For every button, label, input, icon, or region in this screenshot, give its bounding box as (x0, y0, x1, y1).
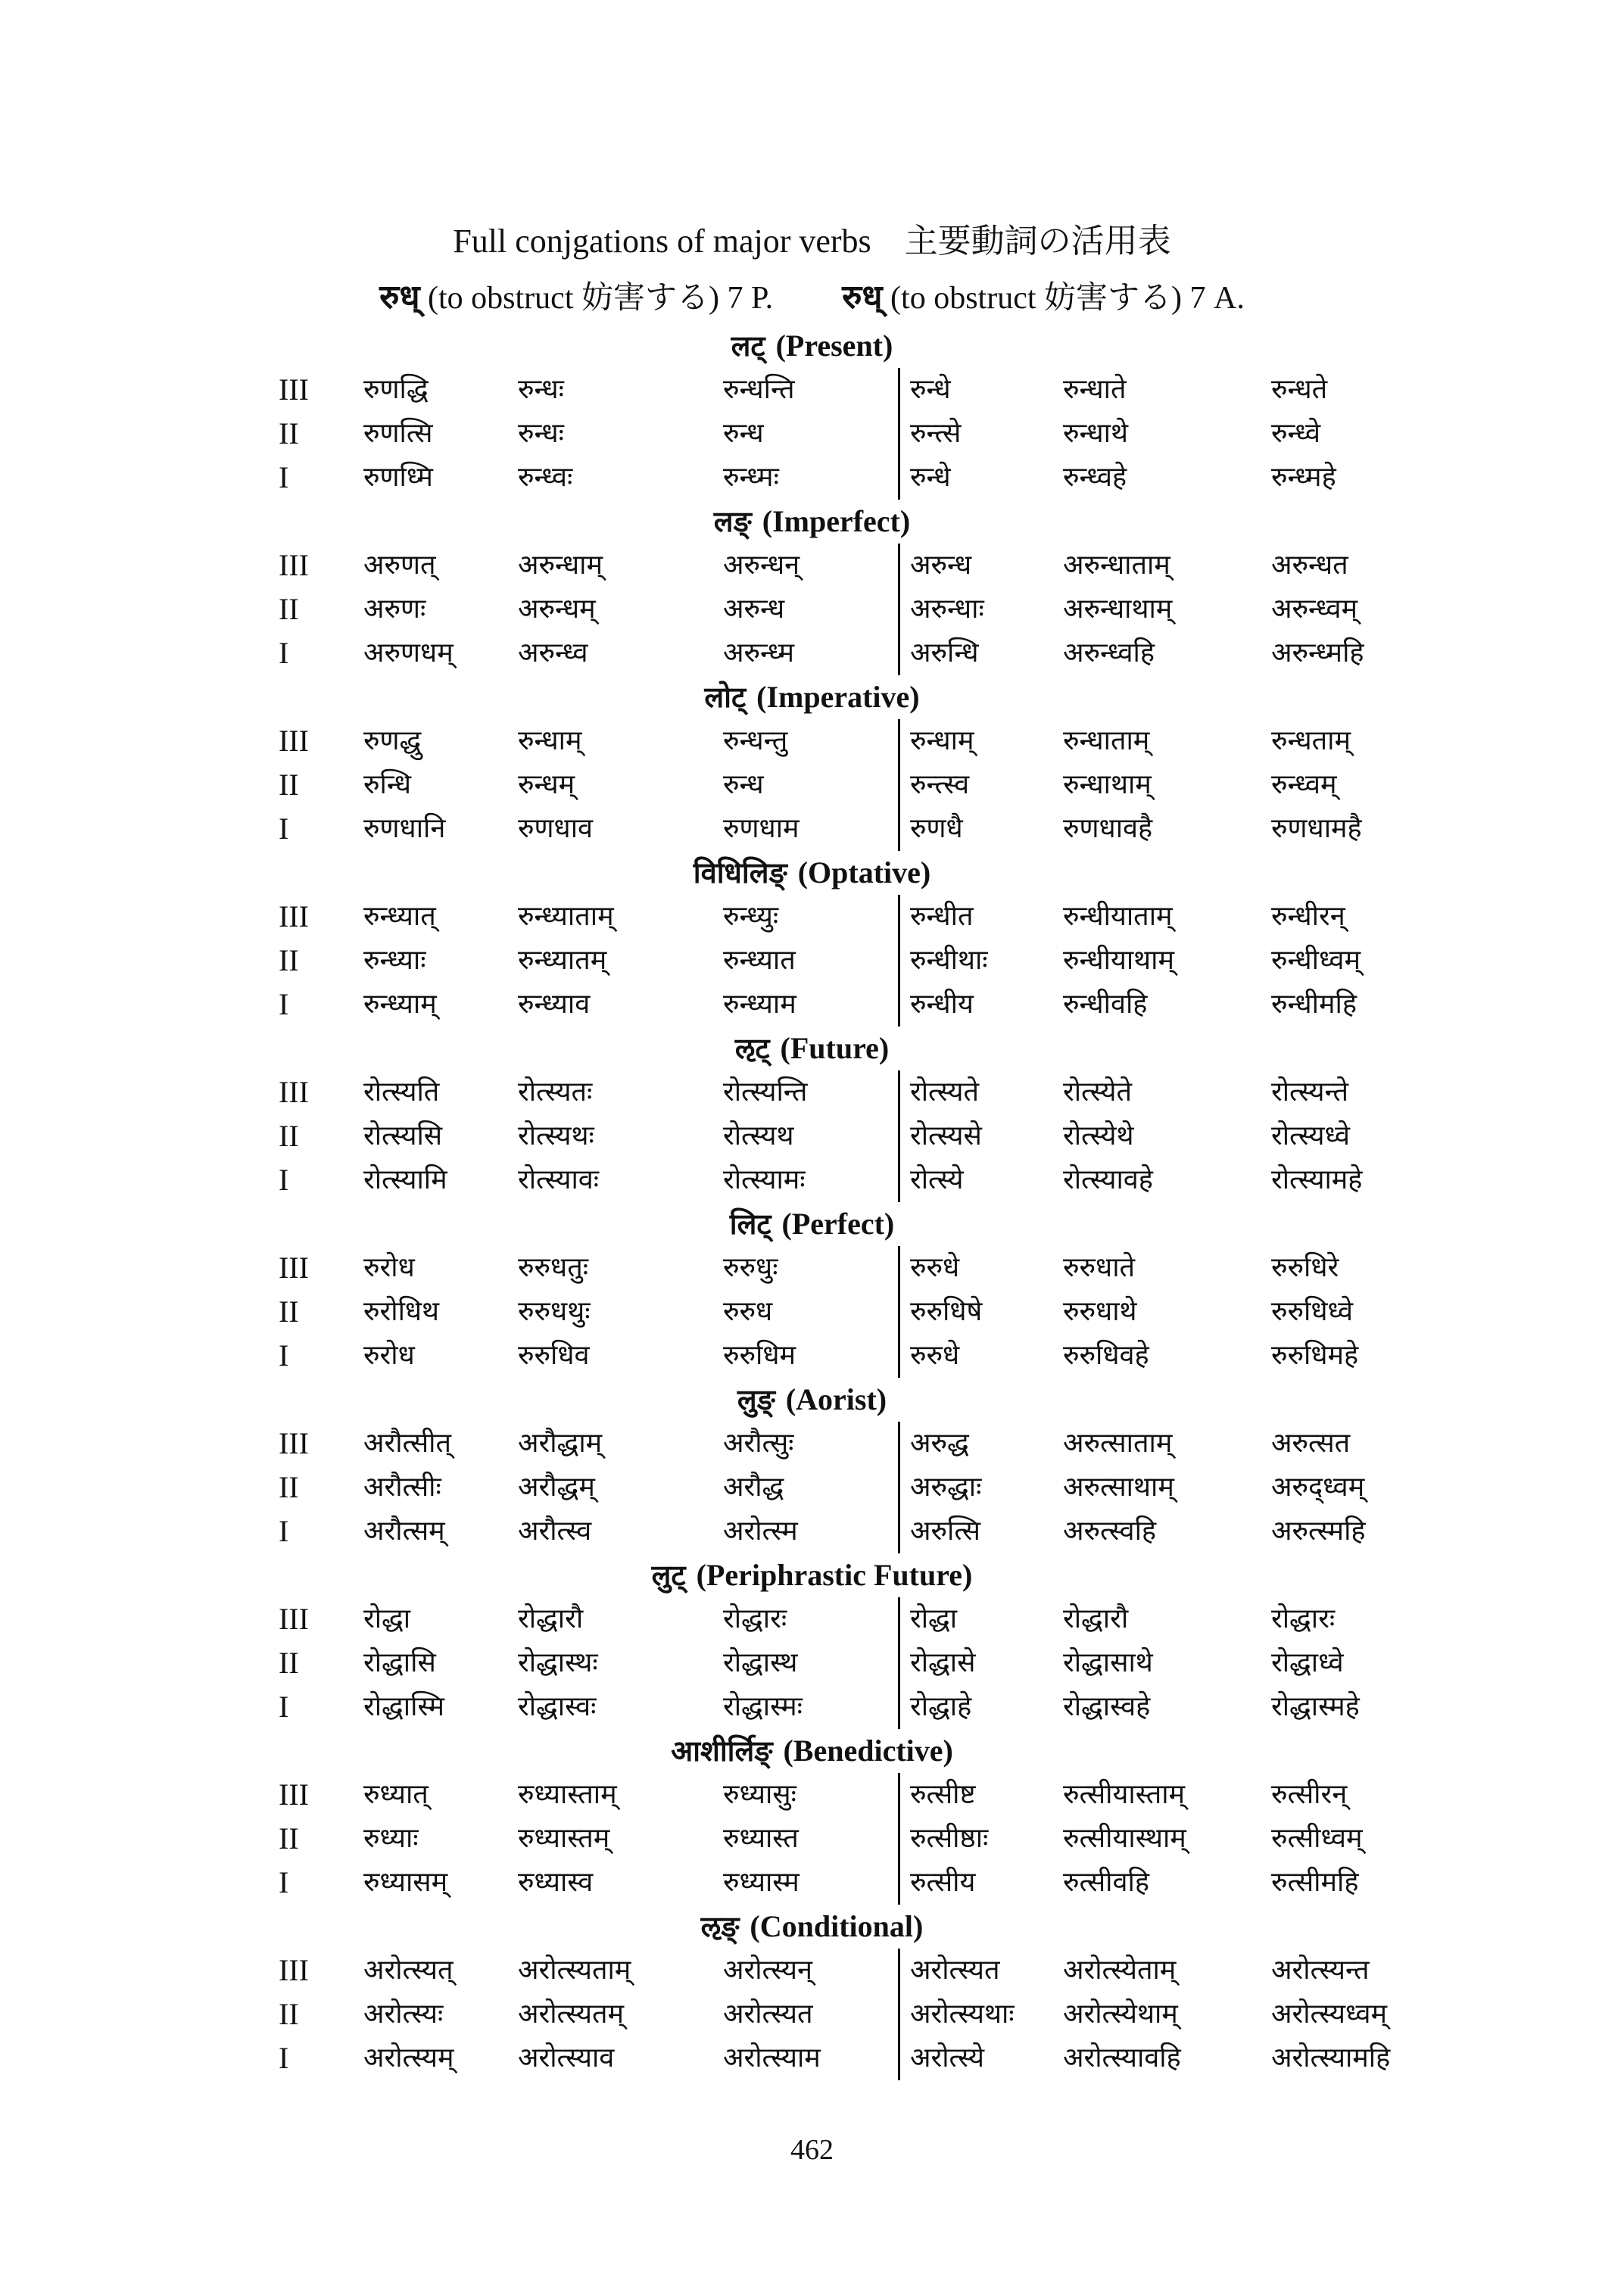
atmanepada-form: रुत्सीमहि (1271, 1867, 1359, 1898)
voice-divider (898, 368, 900, 500)
parasmaipada-form: अरुन्धाम् (518, 550, 603, 581)
table-row (0, 1861, 1624, 1905)
page-number: 462 (790, 2134, 834, 2166)
tense-name-sanskrit: आशीर्लिङ् (671, 1734, 773, 1768)
atmanepada-form: अरुद्ध्वम् (1271, 1472, 1365, 1503)
person-label: III (279, 372, 309, 407)
atmanepada-form: रुन्धीय (910, 989, 974, 1020)
atmanepada-form: रोद्धाहे (910, 1691, 972, 1722)
person-label: I (279, 636, 289, 670)
parasmaipada-form: अरोत्स्म (723, 1516, 798, 1547)
parasmaipada-form: रुरोध (363, 1340, 415, 1371)
atmanepada-form: अरुद्ध (910, 1428, 969, 1459)
person-label: II (279, 1646, 299, 1680)
person-label: III (279, 1251, 309, 1285)
atmanepada-form: रोत्स्यध्वे (1271, 1120, 1351, 1151)
atmanepada-form: रुत्सीरन् (1271, 1779, 1348, 1810)
person-label: III (279, 724, 309, 758)
tense-heading (0, 1202, 1624, 1246)
table-row (0, 983, 1624, 1027)
atmanepada-form: रुन्धीथाः (910, 945, 988, 976)
table-row (0, 1246, 1624, 1290)
page-title: Full conjgations of major verbs 主要動詞の活用表 (453, 223, 1171, 260)
person-label: II (279, 768, 299, 802)
voice-divider (898, 719, 900, 851)
tense-section (0, 1027, 1624, 1202)
parasmaipada-form: रुरुध (723, 1296, 773, 1327)
parasmaipada-form: अरुन्ध्म (723, 637, 795, 668)
tense-heading (0, 851, 1624, 895)
parasmaipada-form: रोत्स्यथः (518, 1120, 594, 1151)
atmanepada-form: रुत्सीष्ट (910, 1779, 976, 1810)
atmanepada-form: रुन्धताम् (1271, 725, 1351, 756)
table-row (0, 1817, 1624, 1861)
tense-heading (0, 500, 1624, 544)
tense-name-english: (Imperative) (756, 680, 920, 714)
atmanepada-form: रोत्स्येथे (1063, 1120, 1134, 1151)
tense-name-sanskrit: विधिलिङ् (693, 856, 787, 889)
parasmaipada-form: अरुन्ध (723, 594, 785, 625)
tense-heading (0, 1553, 1624, 1597)
parasmaipada-form: अरौद्धाम् (518, 1428, 603, 1459)
person-label: I (279, 987, 289, 1021)
atmanepada-form: रोत्स्यन्ते (1271, 1076, 1349, 1108)
atmanepada-form: अरुत्स्महि (1271, 1516, 1366, 1547)
parasmaipada-form: रोद्धासि (363, 1647, 436, 1678)
tense-name-english: (Optative) (797, 855, 931, 889)
parasmaipada-form: अरुन्धम् (518, 594, 596, 625)
atmanepada-form: अरुन्धि (910, 637, 979, 668)
person-label: I (279, 1865, 289, 1899)
tense-section (0, 851, 1624, 1027)
atmanepada-form: रुन्ध्महे (1271, 462, 1336, 493)
table-row (0, 631, 1624, 675)
voice-divider (898, 1597, 900, 1729)
atmanepada-form: अरुत्साथाम् (1063, 1472, 1174, 1503)
parasmaipada-form: अरोत्स्यः (363, 1999, 444, 2030)
voice-divider (898, 544, 900, 675)
tense-name-english: (Imperfect) (762, 504, 911, 538)
person-label: I (279, 1514, 289, 1548)
atmanepada-form: रोद्धास्महे (1271, 1691, 1360, 1722)
parasmaipada-form: अरोत्स्यताम् (518, 1955, 631, 1986)
person-label: I (279, 812, 289, 846)
parasmaipada-form: रोद्धारौ (518, 1603, 584, 1634)
tense-name-english: (Present) (775, 329, 893, 363)
tense-section (0, 675, 1624, 851)
atmanepada-form: रुन्धीरन् (1271, 901, 1345, 932)
parasmaipada-form: रुन्ध्यातम् (518, 945, 607, 976)
atmanepada-form: अरुत्स्वहि (1063, 1516, 1157, 1547)
table-row (0, 1334, 1624, 1378)
parasmaipada-form: रुन्धम् (518, 769, 575, 800)
tense-section (0, 500, 1624, 675)
parasmaipada-form: रुन्ध्याताम् (518, 901, 614, 932)
table-row (0, 1509, 1624, 1553)
tense-name-sanskrit: लिट् (729, 1207, 771, 1241)
tense-section (0, 1905, 1624, 2080)
table-row (0, 939, 1624, 983)
atmanepada-form: रुरुधे (910, 1340, 960, 1371)
parasmaipada-form: अरौत्सम् (363, 1516, 445, 1547)
atmanepada-form: रोद्धारः (1271, 1603, 1336, 1634)
parasmaipada-form: अरोत्स्यत (723, 1999, 813, 2030)
parasmaipada-form: रोद्धारः (723, 1603, 787, 1634)
atmanepada-form: रोत्स्यावहे (1063, 1164, 1153, 1195)
parasmaipada-form: अरौद्ध (723, 1472, 784, 1503)
atmanepada-form: अरोत्स्यत (910, 1955, 1000, 1986)
atmanepada-form: अरुन्धत (1271, 550, 1348, 581)
tense-section (0, 1553, 1624, 1729)
parasmaipada-form: रुरोध (363, 1252, 415, 1283)
parasmaipada-form: रुध्यासम् (363, 1867, 448, 1898)
parasmaipada-form: रोत्स्यथ (723, 1120, 794, 1151)
parasmaipada-form: रुन्ध्युः (723, 901, 779, 932)
parasmaipada-form: रोद्धा (363, 1603, 411, 1634)
tense-section (0, 324, 1624, 500)
tense-heading (0, 324, 1624, 368)
parasmaipada-form: रुणधाम (723, 813, 800, 844)
person-label: II (279, 1294, 299, 1329)
atmanepada-form: रुरुधिषे (910, 1296, 983, 1327)
conjugation-tables (0, 324, 1624, 2080)
parasmaipada-form: रोद्धास्मः (723, 1691, 803, 1722)
parasmaipada-form: रुध्यास्म (723, 1867, 800, 1898)
table-row (0, 763, 1624, 807)
atmanepada-form: रुन्धीमहि (1271, 989, 1357, 1020)
parasmaipada-form: रोत्स्यन्ति (723, 1076, 808, 1108)
parasmaipada-form: रुन्ध्यात (723, 945, 796, 976)
person-label: II (279, 1470, 299, 1504)
atmanepada-form: रुत्सीयास्ताम् (1063, 1779, 1186, 1810)
atmanepada-form: रोद्धाध्वे (1271, 1647, 1344, 1678)
atmanepada-form: अरुन्ध्महि (1271, 637, 1364, 668)
table-row (0, 1949, 1624, 1992)
atmanepada-form: रोद्धासाथे (1063, 1647, 1153, 1678)
voice-divider (898, 1949, 900, 2080)
parasmaipada-form: अरौत्सुः (723, 1428, 794, 1459)
atmanepada-form: रुरुधे (910, 1252, 960, 1283)
atmanepada-form: अरोत्स्यन्त (1271, 1955, 1370, 1986)
table-row (0, 587, 1624, 631)
parasmaipada-form: रुरुधतुः (518, 1252, 588, 1283)
atmanepada-form: अरोत्स्ये (910, 2042, 984, 2073)
parasmaipada-form: रोद्धास्थ (723, 1647, 798, 1678)
parasmaipada-form: रुन्धः (518, 418, 564, 449)
voice-divider (898, 1773, 900, 1905)
person-label: I (279, 1163, 289, 1197)
tense-section (0, 1202, 1624, 1378)
atmanepada-form: रुन्ध्वे (1271, 418, 1321, 449)
atmanepada-form: अरुन्धाः (910, 594, 984, 625)
parasmaipada-form: रुणद्धु (363, 725, 422, 756)
parasmaipada-form: रुरुधिम (723, 1340, 796, 1371)
parasmaipada-form: रुन्धः (518, 374, 564, 405)
parasmaipada-form: रोत्स्यसि (363, 1120, 443, 1151)
atmanepada-form: रुणधावहै (1063, 813, 1153, 844)
parasmaipada-form: अरुणधम् (363, 637, 454, 668)
parasmaipada-form: रुन्ध्याव (518, 989, 591, 1020)
parasmaipada-form: रुणधानि (363, 813, 446, 844)
atmanepada-form: रुन्त्स्व (910, 769, 970, 800)
person-label: II (279, 592, 299, 626)
atmanepada-form: रोद्धा (910, 1603, 958, 1634)
parasmaipada-form: अरोत्स्यतम् (518, 1999, 625, 2030)
atmanepada-form: अरुद्धाः (910, 1472, 982, 1503)
tense-name-english: (Perfect) (781, 1207, 895, 1241)
parasmaipada-form: रुणधाव (518, 813, 594, 844)
atmanepada-form: रुरुधिरे (1271, 1252, 1339, 1283)
person-label: II (279, 1119, 299, 1153)
atmanepada-form: अरुत्साताम् (1063, 1428, 1173, 1459)
atmanepada-form: रुत्सीवहि (1063, 1867, 1149, 1898)
tense-name-sanskrit: लुट् (651, 1559, 686, 1592)
atmanepada-form: रुन्धीयाताम् (1063, 901, 1173, 932)
tense-heading (0, 1027, 1624, 1070)
atmanepada-form: अरुन्धाताम् (1063, 550, 1170, 581)
parasmaipada-form: रुन्धन्तु (723, 725, 788, 756)
parasmaipada-form: अरोत्स्याम (723, 2042, 821, 2073)
parasmaipada-form: रोत्स्यामि (363, 1164, 447, 1195)
atmanepada-form: अरोत्स्येथाम् (1063, 1999, 1178, 2030)
person-label: I (279, 2041, 289, 2075)
table-row (0, 1114, 1624, 1158)
parasmaipada-form: अरोत्स्यन् (723, 1955, 812, 1986)
table-row (0, 2036, 1624, 2080)
parasmaipada-form: रुध्याः (363, 1823, 419, 1854)
verb-heading (0, 273, 1624, 318)
person-label: I (279, 1690, 289, 1724)
atmanepada-form: रुन्धाम् (910, 725, 974, 756)
parasmaipada-form: रुन्ध्याम (723, 989, 796, 1020)
tense-name-english: (Future) (780, 1031, 890, 1065)
person-label: II (279, 416, 299, 450)
atmanepada-form: रुन्ध्वम् (1271, 769, 1337, 800)
tense-name-sanskrit: ऌङ् (700, 1910, 740, 1943)
parasmaipada-form: अरुन्ध्व (518, 637, 588, 668)
parasmaipada-form: अरोत्स्याव (518, 2042, 615, 2073)
parasmaipada-form: रुन्ध्याः (363, 945, 426, 976)
table-row (0, 1158, 1624, 1202)
person-label: III (279, 548, 309, 582)
verb-root-parasmaipada: रुध् (379, 278, 420, 316)
parasmaipada-gloss: (to obstruct 妨害する) 7 P. (428, 281, 774, 316)
parasmaipada-form: अरोत्स्यत् (363, 1955, 454, 1986)
atmanepada-form: अरुत्सि (910, 1516, 980, 1547)
person-label: III (279, 1075, 309, 1109)
person-label: III (279, 1777, 309, 1812)
parasmaipada-form: रोद्धास्वः (518, 1691, 597, 1722)
parasmaipada-form: रुध्यास्ताम् (518, 1779, 617, 1810)
atmanepada-form: अरोत्स्येताम् (1063, 1955, 1177, 1986)
parasmaipada-form: रुन्धि (363, 769, 411, 800)
parasmaipada-form: रुध्यात् (363, 1779, 429, 1810)
atmanepada-form: रुन्धे (910, 462, 951, 493)
atmanepada-form: अरोत्स्यामहि (1271, 2042, 1391, 2073)
atmanepada-form: रुन्ध्वहे (1063, 462, 1127, 493)
tense-heading (0, 1378, 1624, 1422)
atmanepada-form: अरोत्स्यध्वम् (1271, 1999, 1388, 2030)
voice-divider (898, 1070, 900, 1202)
parasmaipada-form: रुध्यास्त (723, 1823, 799, 1854)
atmanepada-form: रुत्सीय (910, 1867, 976, 1898)
person-label: III (279, 899, 309, 933)
tense-section (0, 1729, 1624, 1905)
atmanepada-form: रुन्धीवहि (1063, 989, 1148, 1020)
parasmaipada-form: रुन्ध्वः (518, 462, 573, 493)
parasmaipada-form: रुरोधिथ (363, 1296, 440, 1327)
atmanepada-form: रुणधै (910, 813, 963, 844)
tense-name-english: (Aorist) (785, 1382, 887, 1416)
atmanepada-form: रुन्धाते (1063, 374, 1127, 405)
person-label: I (279, 1338, 289, 1372)
atmanepada-form: रुत्सीष्ठाः (910, 1823, 989, 1854)
tense-section (0, 1378, 1624, 1553)
parasmaipada-form: रुन्ध्मः (723, 462, 779, 493)
parasmaipada-form: रुन्धाम् (518, 725, 582, 756)
atmanepada-form: रुन्त्से (910, 418, 962, 449)
parasmaipada-form: रुध्यास्व (518, 1867, 594, 1898)
atmanepada-form: रोत्स्यसे (910, 1120, 982, 1151)
parasmaipada-form: रोत्स्यावः (518, 1164, 600, 1195)
verb-root-atmanepada: रुध् (842, 278, 883, 316)
voice-divider (898, 1422, 900, 1553)
parasmaipada-form: रुणद्धि (363, 374, 429, 405)
parasmaipada-form: रुध्यास्तम् (518, 1823, 610, 1854)
atmanepada-form: रुन्धाथाम् (1063, 769, 1152, 800)
atmanepada-form: रुरुधिवहे (1063, 1340, 1149, 1371)
parasmaipada-form: रोद्धास्मि (363, 1691, 444, 1722)
atmanepada-form: रुन्धते (1271, 374, 1328, 405)
table-row (0, 1422, 1624, 1466)
parasmaipada-form: अरोत्स्यम् (363, 2042, 454, 2073)
atmanepada-form: रोत्स्ये (910, 1164, 964, 1195)
atmanepada-form: अरुन्ध्वम् (1271, 594, 1358, 625)
atmanepada-gloss: (to obstruct 妨害する) 7 A. (890, 281, 1245, 316)
parasmaipada-form: रुन्ध (723, 418, 764, 449)
table-row (0, 412, 1624, 456)
parasmaipada-form: अरौद्धम् (518, 1472, 595, 1503)
person-label: II (279, 1997, 299, 2031)
tense-name-english: (Conditional) (750, 1909, 924, 1943)
table-row (0, 807, 1624, 851)
table-row (0, 1466, 1624, 1509)
atmanepada-form: रुरुधाथे (1063, 1296, 1137, 1327)
table-row (0, 1641, 1624, 1685)
tense-name-sanskrit: लुङ् (737, 1383, 775, 1416)
voice-divider (898, 895, 900, 1027)
tense-name-sanskrit: ऌट् (734, 1032, 770, 1065)
table-row (0, 544, 1624, 587)
atmanepada-form: अरुन्ध (910, 550, 972, 581)
parasmaipada-form: रोत्स्यतः (518, 1076, 593, 1108)
parasmaipada-form: रोद्धास्थः (518, 1647, 598, 1678)
tense-name-sanskrit: लोट् (704, 681, 747, 714)
table-row (0, 1773, 1624, 1817)
atmanepada-form: रोत्स्येते (1063, 1076, 1132, 1108)
parasmaipada-form: अरुणत् (363, 550, 436, 581)
table-row (0, 895, 1624, 939)
atmanepada-form: रुरुधाते (1063, 1252, 1136, 1283)
atmanepada-form: रुन्धीत (910, 901, 974, 932)
atmanepada-form: रुन्धाथे (1063, 418, 1128, 449)
atmanepada-form: रुणधामहै (1271, 813, 1362, 844)
parasmaipada-form: रुरुधुः (723, 1252, 778, 1283)
parasmaipada-form: रुध्यासुः (723, 1779, 796, 1810)
parasmaipada-form: रोत्स्यति (363, 1076, 440, 1108)
tense-heading (0, 675, 1624, 719)
table-row (0, 1685, 1624, 1729)
atmanepada-form: रुरुधिमहे (1271, 1340, 1359, 1371)
parasmaipada-form: रोत्स्यामः (723, 1164, 806, 1195)
parasmaipada-form: रुन्ध्यात् (363, 901, 436, 932)
parasmaipada-form: रुन्धन्ति (723, 374, 795, 405)
person-label: III (279, 1426, 309, 1460)
table-row (0, 719, 1624, 763)
atmanepada-form: रुत्सीध्वम् (1271, 1823, 1363, 1854)
atmanepada-form: रोद्धास्वहे (1063, 1691, 1151, 1722)
person-label: I (279, 460, 289, 494)
tense-name-sanskrit: लट् (731, 329, 765, 363)
atmanepada-form: रुत्सीयास्थाम् (1063, 1823, 1186, 1854)
tense-name-english: (Benedictive) (783, 1734, 953, 1768)
parasmaipada-form: रुणध्मि (363, 462, 433, 493)
atmanepada-form: रुन्धाताम् (1063, 725, 1150, 756)
parasmaipada-form: रुरुधथुः (518, 1296, 591, 1327)
table-row (0, 1070, 1624, 1114)
person-label: III (279, 1602, 309, 1636)
tense-heading (0, 1729, 1624, 1773)
parasmaipada-form: अरौत्सीत् (363, 1428, 452, 1459)
person-label: II (279, 1821, 299, 1855)
atmanepada-form: रोत्स्यते (910, 1076, 979, 1108)
atmanepada-form: रुन्धीयाथाम् (1063, 945, 1175, 976)
parasmaipada-form: अरौत्स्व (518, 1516, 592, 1547)
parasmaipada-form: रुणत्सि (363, 418, 433, 449)
tense-name-sanskrit: लङ् (713, 505, 752, 538)
parasmaipada-form: रुन्ध्याम् (363, 989, 437, 1020)
atmanepada-form: रुन्धीध्वम् (1271, 945, 1361, 976)
parasmaipada-form: रुरुधिव (518, 1340, 590, 1371)
parasmaipada-form: अरौत्सीः (363, 1472, 441, 1503)
atmanepada-form: रोद्धासे (910, 1647, 976, 1678)
person-label: III (279, 1953, 309, 1987)
table-row (0, 1597, 1624, 1641)
table-row (0, 368, 1624, 412)
atmanepada-form: रुन्धे (910, 374, 951, 405)
parasmaipada-form: अरुन्धन् (723, 550, 800, 581)
tense-name-english: (Periphrastic Future) (696, 1558, 973, 1592)
table-row (0, 456, 1624, 500)
parasmaipada-form: रुन्ध (723, 769, 764, 800)
atmanepada-form: रुरुधिध्वे (1271, 1296, 1354, 1327)
person-label: II (279, 943, 299, 977)
atmanepada-form: अरोत्स्यावहि (1063, 2042, 1181, 2073)
atmanepada-form: अरुन्ध्वहि (1063, 637, 1155, 668)
atmanepada-form: अरोत्स्यथाः (910, 1999, 1015, 2030)
atmanepada-form: रोद्धारौ (1063, 1603, 1129, 1634)
voice-divider (898, 1246, 900, 1378)
tense-heading (0, 1905, 1624, 1949)
parasmaipada-form: अरुणः (363, 594, 426, 625)
atmanepada-form: रोत्स्यामहे (1271, 1164, 1363, 1195)
atmanepada-form: अरुत्सत (1271, 1428, 1351, 1459)
atmanepada-form: अरुन्धाथाम् (1063, 594, 1173, 625)
table-row (0, 1290, 1624, 1334)
table-row (0, 1992, 1624, 2036)
